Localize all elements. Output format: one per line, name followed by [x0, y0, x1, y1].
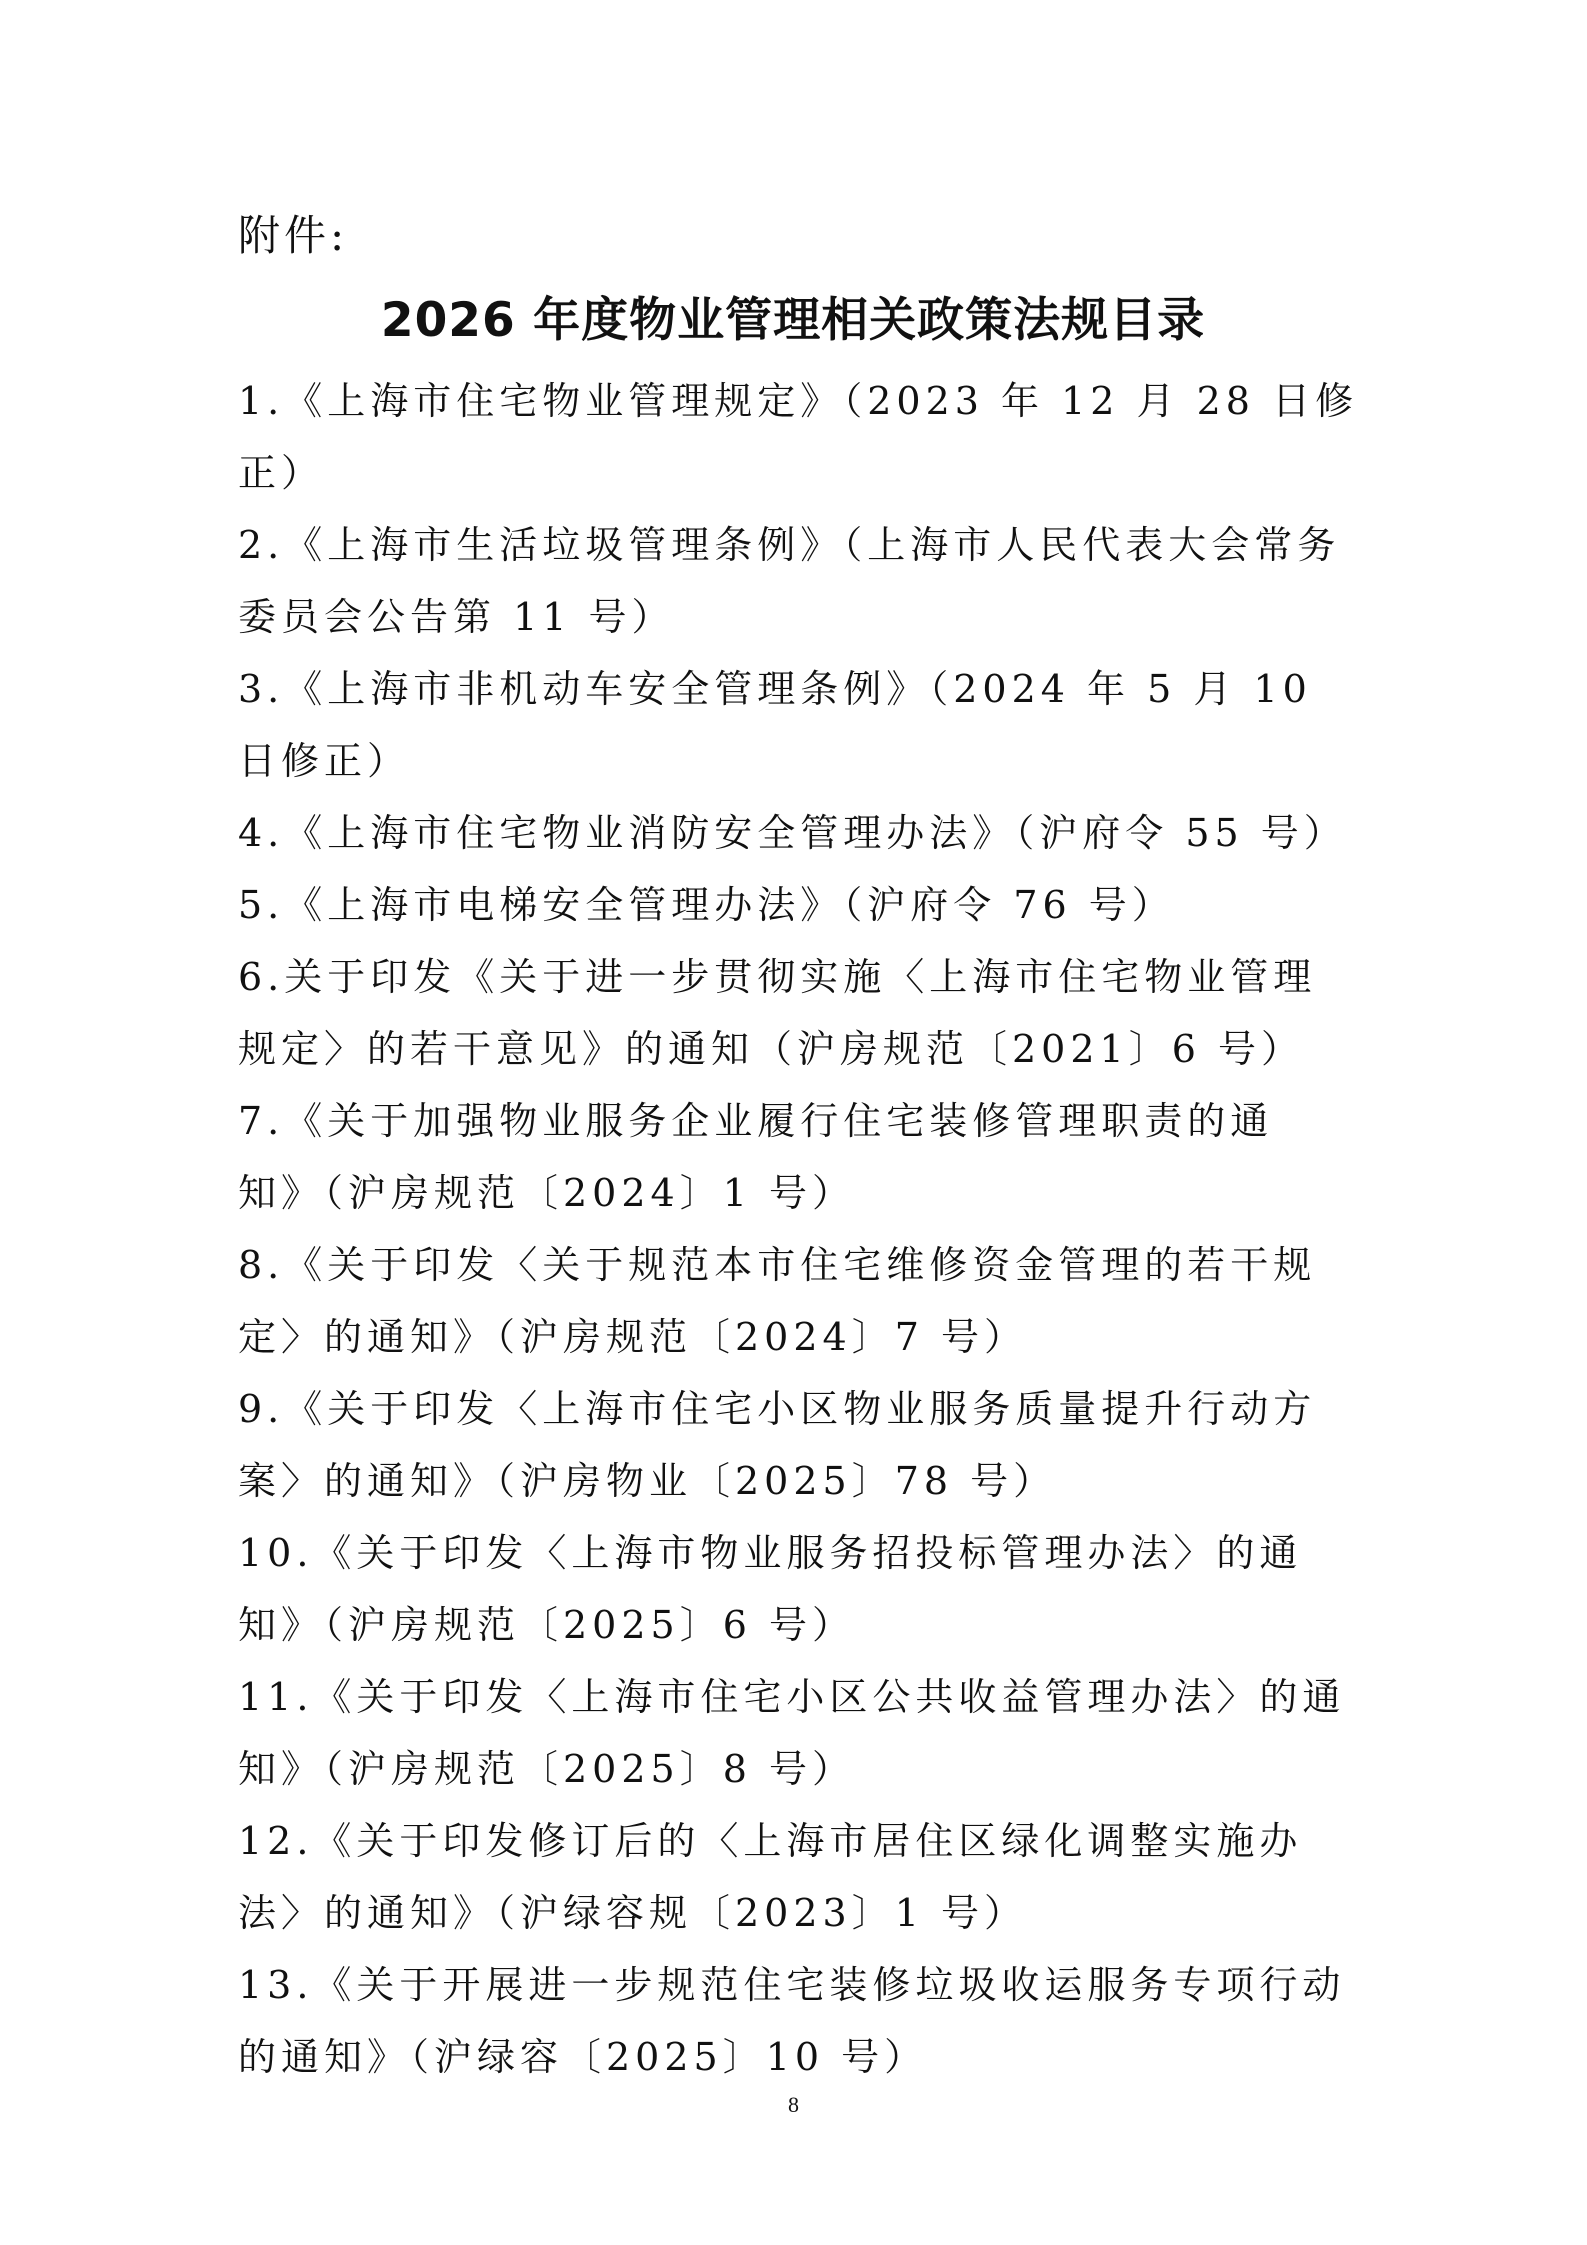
list-item-line: 知》（沪房规范〔2025〕6 号）	[238, 1603, 855, 1647]
list-item-line: 规定〉的若干意见》的通知（沪房规范〔2021〕6 号）	[238, 1027, 1304, 1071]
list-item-line: 4.《上海市住宅物业消防安全管理办法》（沪府令 55 号）	[238, 811, 1347, 855]
list-item-line: 定〉的通知》（沪房规范〔2024〕7 号）	[238, 1315, 1027, 1359]
list-item-line: 案〉的通知》（沪房物业〔2025〕78 号）	[238, 1459, 1057, 1503]
page-number: 8	[788, 2092, 799, 2117]
list-item	[238, 1229, 1363, 1373]
list-item	[238, 509, 1363, 653]
list-item-line: 知》（沪房规范〔2025〕8 号）	[238, 1747, 855, 1791]
list-item	[238, 1661, 1363, 1805]
list-item	[238, 1805, 1363, 1949]
list-item-line: 11.《关于印发〈上海市住宅小区公共收益管理办法〉的通	[238, 1675, 1346, 1719]
list-item	[238, 1517, 1363, 1661]
list-item-line: 知》（沪房规范〔2024〕1 号）	[238, 1171, 855, 1215]
list-item-line: 6.关于印发《关于进一步贯彻实施〈上海市住宅物业管理	[238, 955, 1317, 999]
attachment-label: 附件:	[238, 211, 349, 260]
list-item	[238, 1373, 1363, 1517]
list-item	[238, 941, 1363, 1085]
list-item-line: 1.《上海市住宅物业管理规定》（2023 年 12 月 28 日修正）	[238, 379, 1359, 495]
list-item	[238, 797, 1363, 869]
list-item-line: 13.《关于开展进一步规范住宅装修垃圾收运服务专项行动	[238, 1963, 1346, 2007]
list-item-line: 法〉的通知》（沪绿容规〔2023〕1 号）	[238, 1891, 1027, 1935]
list-item-line: 12.《关于印发修订后的〈上海市居住区绿化调整实施办	[238, 1819, 1303, 1863]
list-item	[238, 365, 1363, 509]
list-item	[238, 1949, 1363, 2093]
list-item-line: 的通知》（沪绿容〔2025〕10 号）	[238, 2035, 928, 2079]
regulation-list	[238, 365, 1363, 2093]
page-title: 2026 年度物业管理相关政策法规目录	[380, 293, 1206, 348]
list-item	[238, 1085, 1363, 1229]
list-item-line: 5.《上海市电梯安全管理办法》（沪府令 76 号）	[238, 883, 1175, 927]
list-item-line: 3.《上海市非机动车安全管理条例》（2024 年 5 月 10 日修正）	[238, 667, 1329, 783]
list-item-line: 8.《关于印发〈关于规范本市住宅维修资金管理的若干规	[238, 1243, 1317, 1287]
list-item-line: 10.《关于印发〈上海市物业服务招投标管理办法〉的通	[238, 1531, 1303, 1575]
list-item	[238, 869, 1363, 941]
list-item-line: 委员会公告第 11 号）	[238, 595, 675, 639]
list-item-line: 7.《关于加强物业服务企业履行住宅装修管理职责的通	[238, 1099, 1274, 1143]
list-item-line: 2.《上海市生活垃圾管理条例》（上海市人民代表大会常务	[238, 523, 1341, 567]
list-item	[238, 653, 1363, 797]
list-item-line: 9.《关于印发〈上海市住宅小区物业服务质量提升行动方	[238, 1387, 1317, 1431]
